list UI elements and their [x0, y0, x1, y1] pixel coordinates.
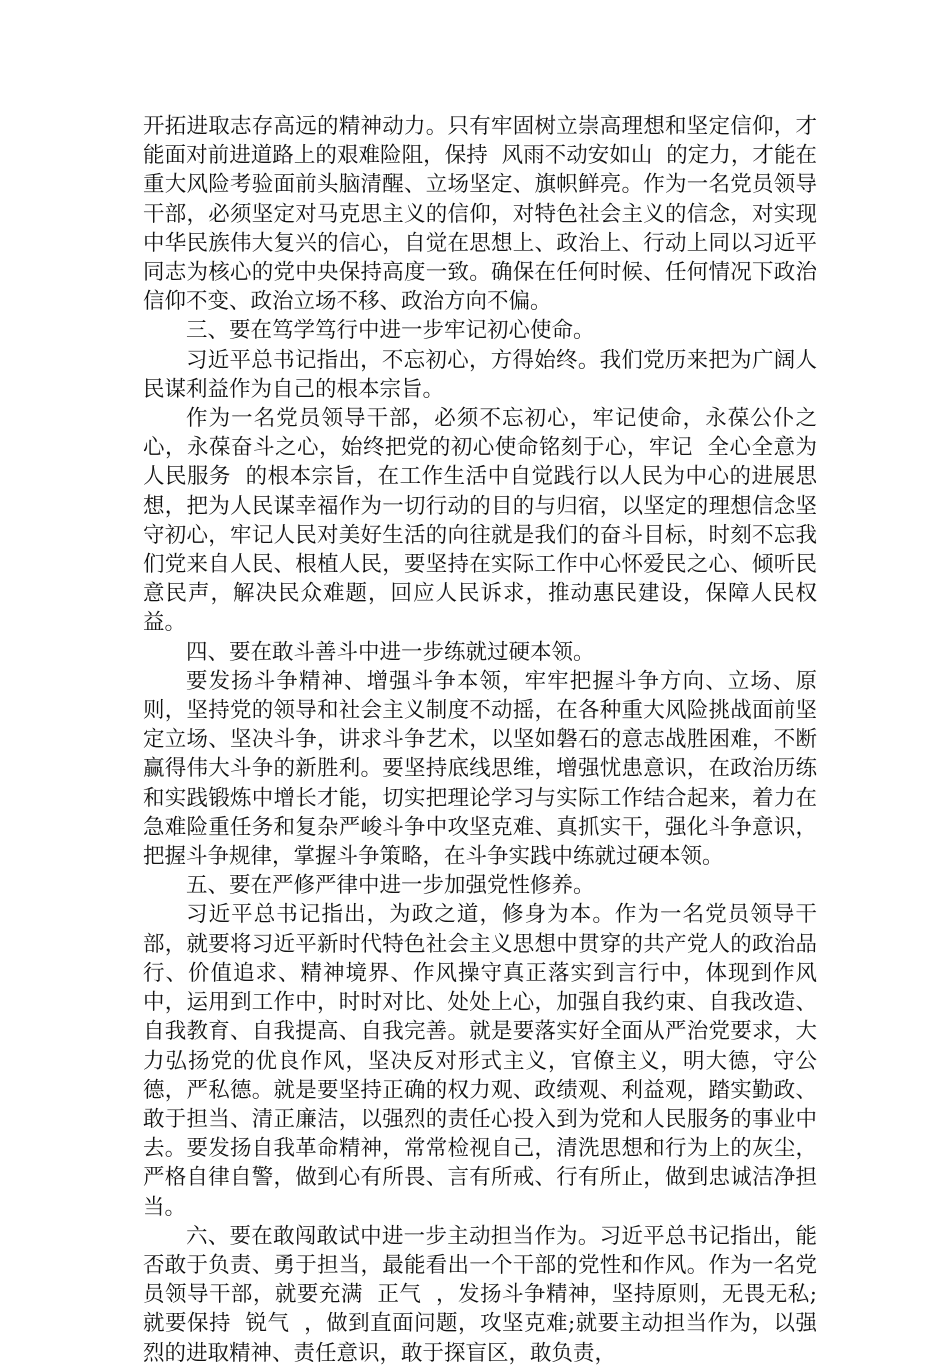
section-heading-5: 五、要在严修严律中进一步加强党性修养。: [186, 873, 595, 899]
paragraph-3b: 作为一名党员领导干部，必须不忘初心，牢记使命，永葆公仆之心，永葆奋斗之心，始终把党的初心使命铭刻于心，牢记 全心全意为人民服务 的根本宗旨，在工作生活中自觉践行以人民为中心的进展思想，把为人民谋幸福作为一切行动的目的与归宿，以坚定的理想信念坚守初心，牢记人民对美好生活的向往就是我们的奋斗目标，时刻不忘我们党来自人民、根植人民，要坚持在实际工作中心怀爱民之心、倾听民意民声，解决民众难题，回应人民诉求，推动惠民建设，保障人民权益。: [143, 406, 817, 636]
section-heading-4: 四、要在敢斗善斗中进一步练就过硬本领。: [186, 639, 595, 665]
paragraph-5: 习近平总书记指出，为政之道，修身为本。作为一名党员领导干部，就要将习近平新时代特色社会主义思想中贯穿的共产党人的政治品行、价值追求、精神境界、作风操守真正落实到言行中，体现到作风中，运用到工作中，时时对比、处处上心，加强自我约束、自我改造、自我教育、自我提高、自我完善。就是要落实好全面从严治党要求，大力弘扬党的优良作风，坚决反对形式主义，官僚主义，明大德，守公德，严私德。就是要坚持正确的权力观、政绩观、利益观，踏实勤政、敢于担当、清正廉洁，以强烈的责任心投入到为党和人民服务的事业中去。要发扬自我革命精神，常常检视自己，清洗思想和行为上的灰尘，严格自律自警，做到心有所畏、言有所戒、行有所止，做到忠诚洁净担当。: [143, 902, 817, 1220]
paragraph-6: 六、要在敢闯敢试中进一步主动担当作为。习近平总书记指出，能否敢于负责、勇于担当，最能看出一个干部的党性和作风。作为一名党员领导干部，就要充满 正气 ，发扬斗争精神，坚持原则，无畏无私;就要保持 锐气 ，做到直面问题，攻坚克难;就要主动担当作为，以强烈的进取精神、责任意识，敢于探盲区，敢负责，: [143, 1223, 817, 1366]
paragraph-3a: 习近平总书记指出，不忘初心，方得始终。我们党历来把为广阔人民谋利益作为自己的根本宗旨。: [143, 347, 817, 402]
document-page: [143, 112, 817, 1368]
paragraph-1: 开拓进取志存高远的精神动力。只有牢固树立崇高理想和坚定信仰，才能面对前进道路上的艰难险阻，保持 风雨不动安如山 的定力，才能在重大风险考验面前头脑清醒、立场坚定、旗帜鲜亮。作为一名党员领导干部，必须坚定对马克思主义的信仰，对特色社会主义的信念，对实现中华民族伟大复兴的信心，自觉在思想上、政治上、行动上同以习近平同志为核心的党中央保持高度一致。确保在任何时候、任何情况下政治信仰不变、政治立场不移、政治方向不偏。: [143, 114, 817, 315]
paragraph-4: 要发扬斗争精神、增强斗争本领，牢牢把握斗争方向、立场、原则，坚持党的领导和社会主义制度不动摇，在各种重大风险挑战面前坚定立场、坚决斗争，讲求斗争艺术，以坚如磐石的意志战胜困难，不断赢得伟大斗争的新胜利。要坚持底线思维，增强忧患意识，在政治历练和实践锻炼中增长才能，切实把理论学习与实际工作结合起来，着力在急难险重任务和复杂严峻斗争中攻坚克难、真抓实干，强化斗争意识，把握斗争规律，掌握斗争策略，在斗争实践中练就过硬本领。: [143, 668, 817, 870]
section-heading-3: 三、要在笃学笃行中进一步牢记初心使命。: [186, 318, 595, 344]
